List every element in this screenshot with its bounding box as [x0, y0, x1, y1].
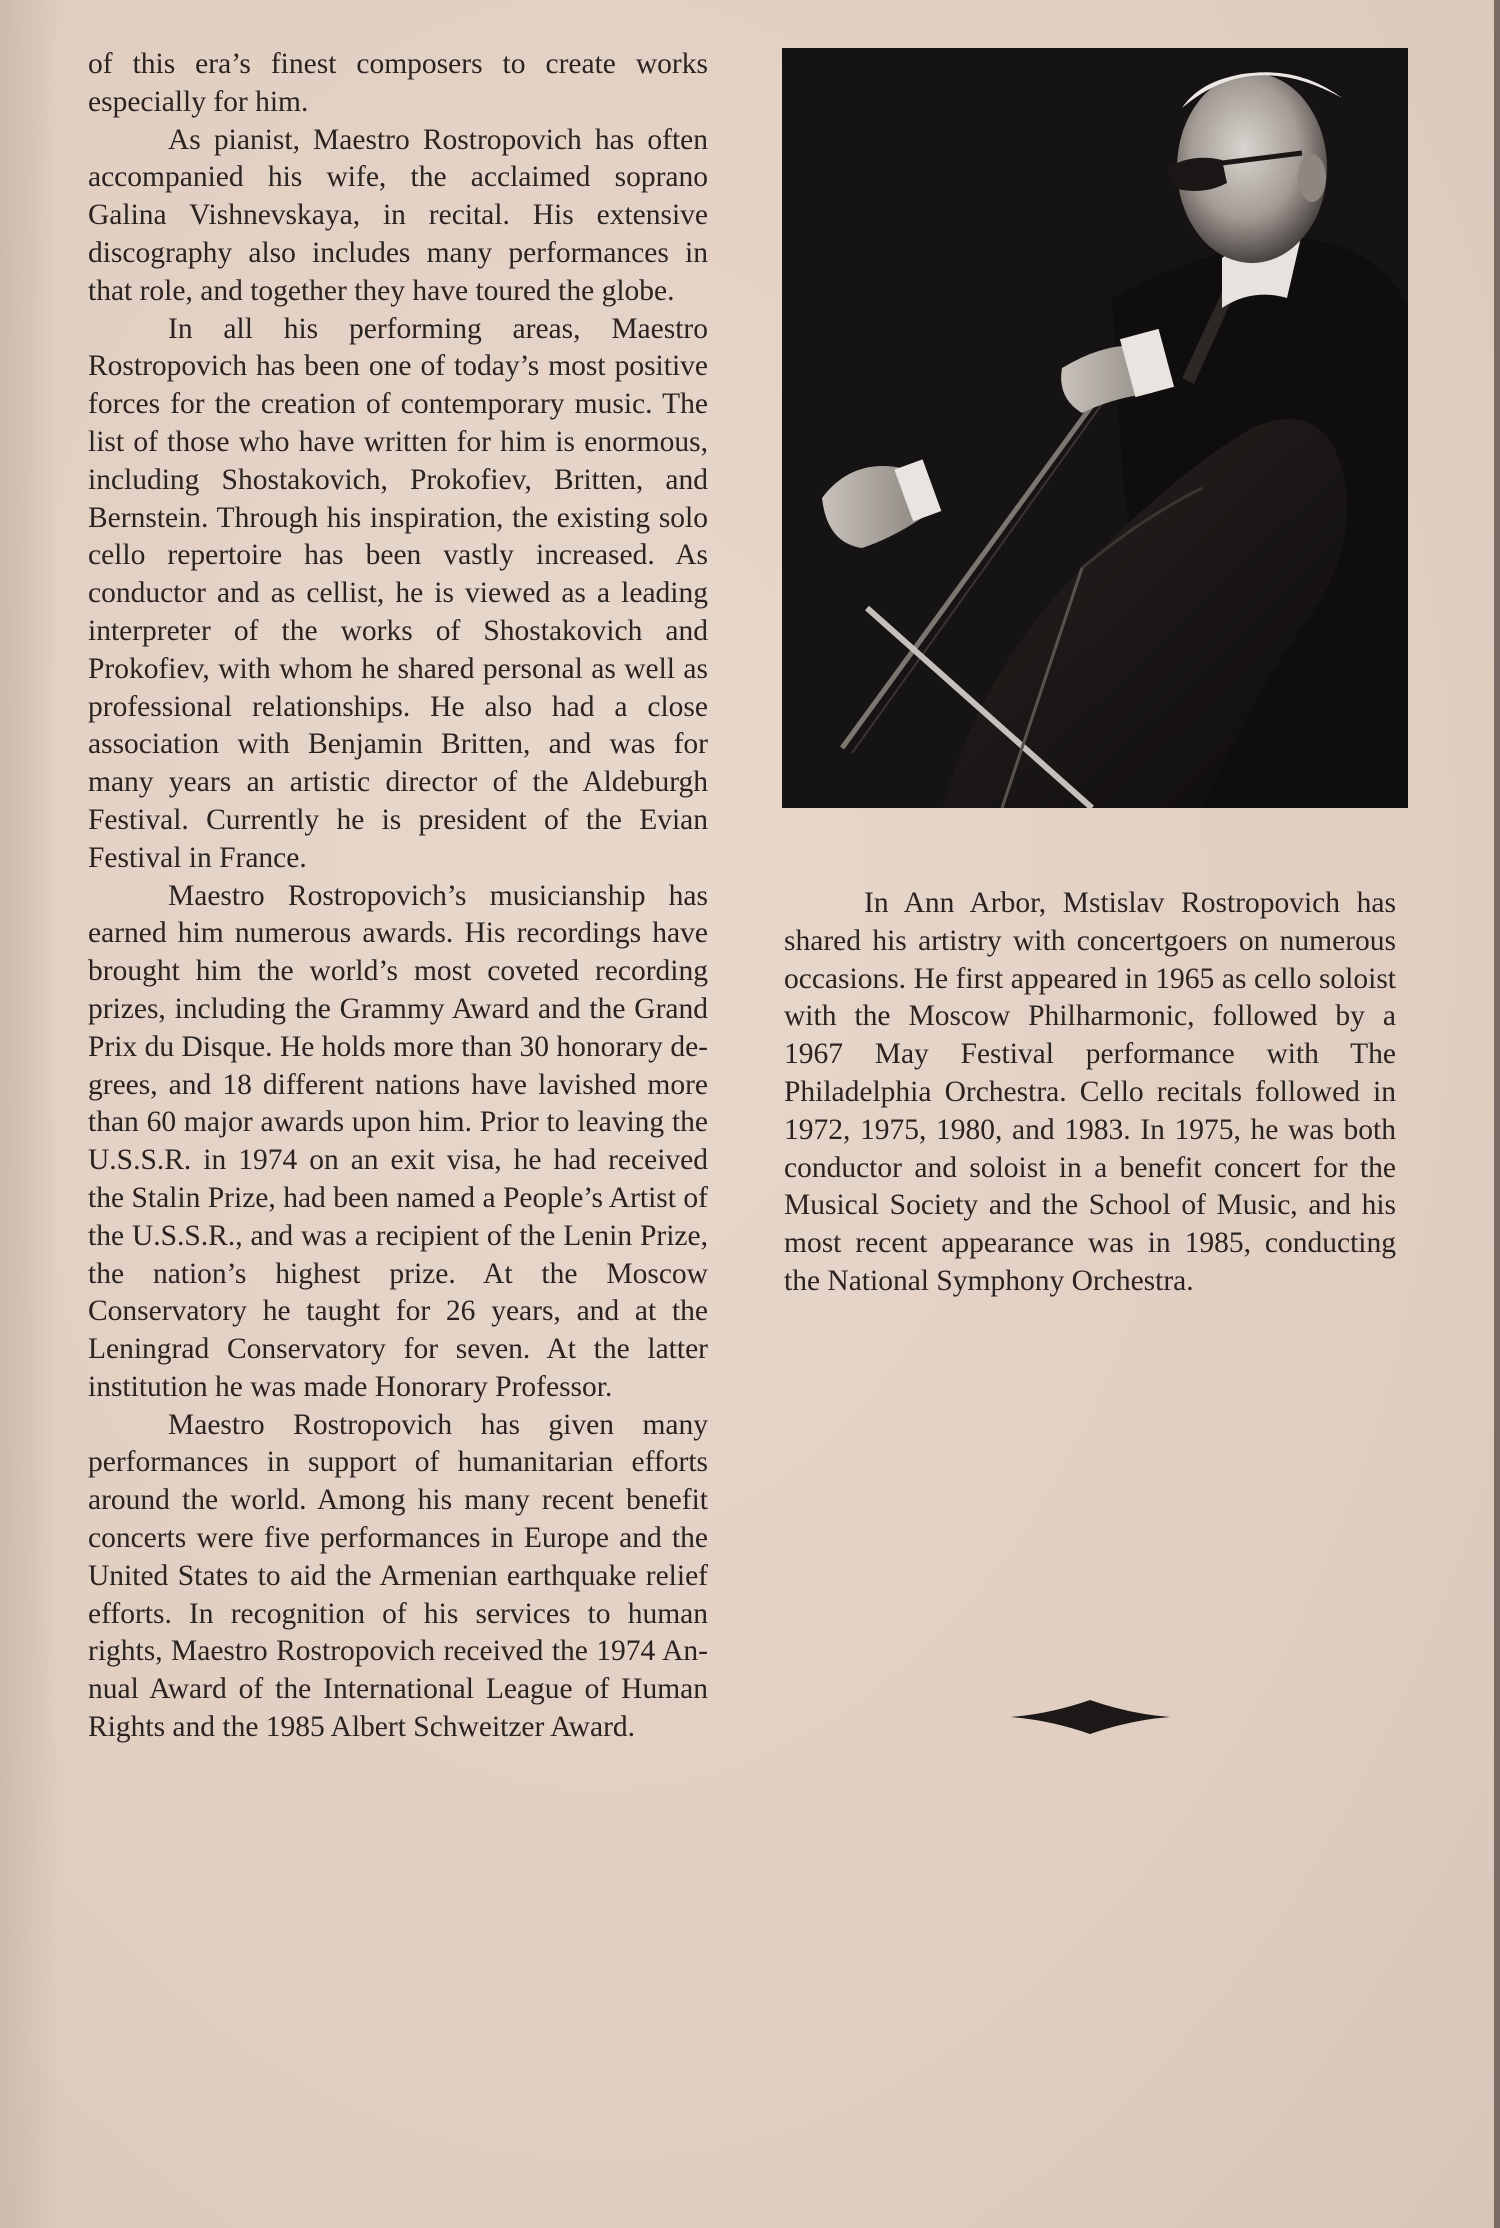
- paragraph-continued: of this era’s finest composers to create works especially for him.: [88, 48, 708, 118]
- left-text-column: [88, 46, 708, 1747]
- diamond-ornament-icon: [1010, 1700, 1170, 1739]
- paragraph-pianist: As pianist, Maestro Rostropovich has often accompanied his wife, the acclaimed soprano Galina Vishnevskaya, in recital. His extensive discography also includes many performances in that role, and together they have toured the globe.: [88, 123, 708, 307]
- paragraph-ann-arbor: In Ann Arbor, Mstislav Rostropovich has shared his artistry with concertgoers on numerous occasions. He first appeared in 1965 as cello soloist with the Moscow Philharmonic, followed by a 1967 May Festival performance with The Philadelphia Orchestra. Cello recitals followed in 1972, 1975, 1980, and 1983. In 1975, he was both conductor and soloist in a benefit concert for the Musical Society and the School of Music, and his most recent appearance was in 1985, conducting the National Symphony Orchestra.: [784, 887, 1396, 1297]
- binding-gutter-shadow: [0, 0, 60, 2228]
- paragraph-awards: Maestro Rostropovich’s musicianship has earned him numerous awards. His recordings have brought him the world’s most coveted recording prizes, including the Grammy Award and the Grand Prix du Disque. He holds more than 30 honorary degrees, and 18 different nations have lavished more than 60 major awards upon him. Prior to leaving the U.S.S.R. in 1974 on an exit visa, he had received the Stalin Prize, had been named a People’s Artist of the U.S.S.R., and was a recipient of the Lenin Prize, the nation’s highest prize. At the Moscow Conservatory he taught for 26 years, and at the Leningrad Conservatory for seven. At the latter institution he was made Honorary Professor.: [88, 879, 708, 1403]
- paragraph-humanitarian: Maestro Rostropovich has given many performances in support of humanitarian efforts around the world. Among his many recent benefit concerts were five performances in Europe and the United States to aid the Armenian earthquake relief efforts. In recognition of his services to human rights, Maestro Rostropovich received the 1974 Annual Award of the International League of Human Rights and the 1985 Albert Schweitzer Award.: [88, 1408, 708, 1744]
- page-right-edge: [1494, 0, 1500, 2228]
- paragraph-performing-areas: In all his performing areas, Maestro Rostropovich has been one of today’s most positive forces for the creation of contemporary music. The list of those who have written for him is enormous, including Shostakovich, Prokofiev, Britten, and Bernstein. Through his inspiration, the existing solo cello repertoire has been vastly increased. As conductor and as cellist, he is viewed as a leading interpreter of the works of Shostakovich and Prokofiev, with whom he shared personal as well as professional relationships. He also had a close association with Benjamin Britten, and was for many years an artistic director of the Aldeburgh Festival. Currently he is president of the Evian Festival in France.: [88, 312, 708, 874]
- right-text-column: [784, 885, 1396, 1301]
- cellist-photograph: [782, 48, 1408, 808]
